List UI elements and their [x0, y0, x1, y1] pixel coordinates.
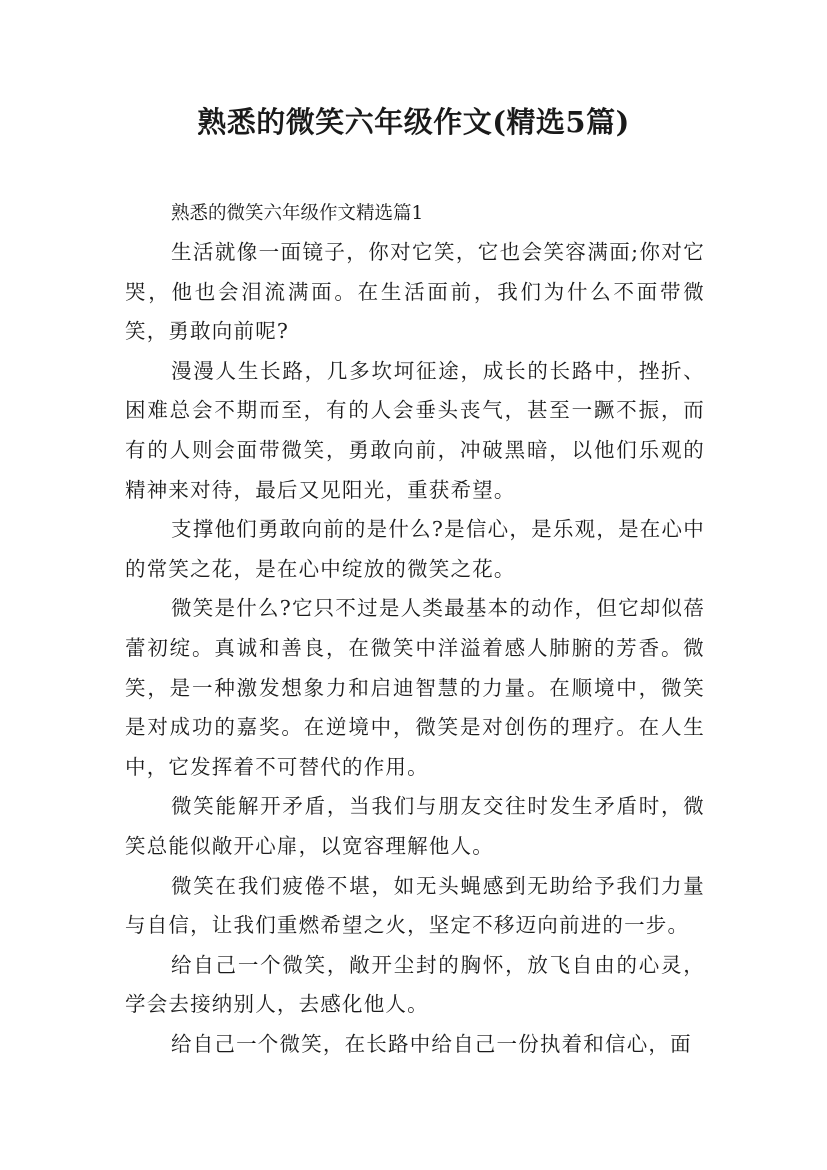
document-title: 熟悉的微笑六年级作文(精选5篇)	[197, 105, 630, 139]
paragraph: 微笑能解开矛盾，当我们与朋友交往时发生矛盾时，微笑总能似敞开心扉，以宽容理解他人。	[125, 794, 705, 858]
section-heading: 熟悉的微笑六年级作文精选篇1	[171, 203, 424, 224]
paragraph: 给自己一个微笑，在长路中给自己一份执着和信心，面	[171, 1031, 692, 1056]
document-body	[125, 194, 705, 1064]
paragraph: 给自己一个微笑，敞开尘封的胸怀，放飞自由的心灵，学会去接纳别人，去感化他人。	[125, 952, 705, 1017]
paragraph: 漫漫人生长路，几多坎坷征途，成长的长路中，挫折、困难总会不期而至，有的人会垂头丧气，甚至一蹶不振，而有的人则会面带微笑，勇敢向前，冲破黑暗，以他们乐观的精神来对待，最后又见阳光，重获希望。	[125, 358, 705, 502]
paragraph: 微笑在我们疲倦不堪，如无头蝇感到无助给予我们力量与自信，让我们重燃希望之火，坚定不移迈向前进的一步。	[125, 873, 705, 938]
paragraph: 生活就像一面镜子，你对它笑，它也会笑容满面;你对它哭，他也会泪流满面。在生活面前，我们为什么不面带微笑，勇敢向前呢?	[125, 240, 705, 344]
paragraph: 支撑他们勇敢向前的是什么?是信心，是乐观，是在心中的常笑之花，是在心中绽放的微笑之花。	[125, 517, 705, 581]
paragraph: 微笑是什么?它只不过是人类最基本的动作，但它却似蓓蕾初绽。真诚和善良，在微笑中洋溢着感人肺腑的芳香。微笑，是一种激发想象力和启迪智慧的力量。在顺境中，微笑是对成功的嘉奖。在逆境中，微笑是对创伤的理疗。在人生中，它发挥着不可替代的作用。	[125, 596, 705, 779]
